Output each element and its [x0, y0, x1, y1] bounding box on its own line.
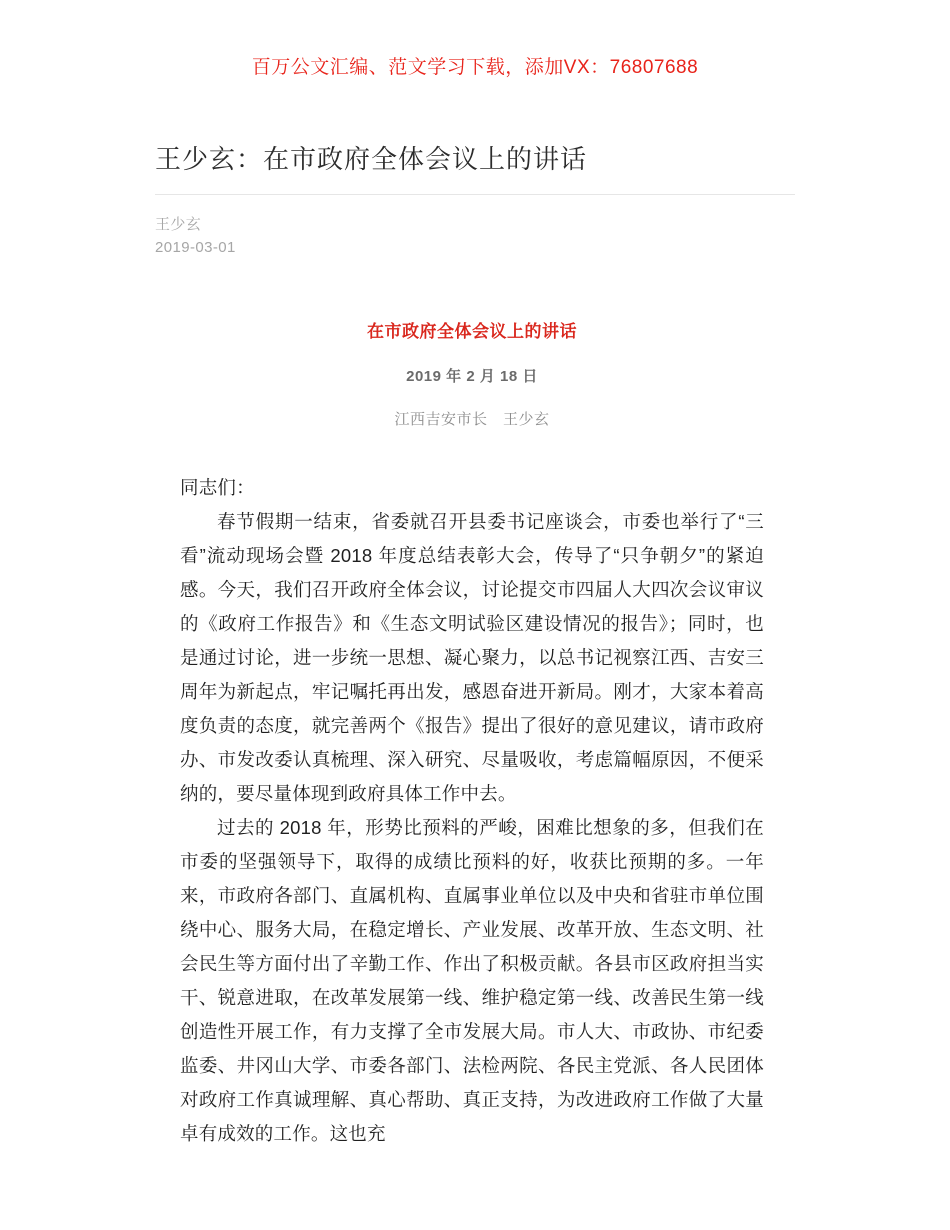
paragraph: 春节假期一结束，省委就召开县委书记座谈会，市委也举行了“三看”流动现场会暨 2018 年度总结表彰大会，传导了“只争朝夕”的紧迫感。今天，我们召开政府全体会议，讨论提交市四届人大四次会议审议的《政府工作报告》和《生态文明试验区建设情况的报告》；同时，也是通过讨论，进一步统一思想、凝心聚力，以总书记视察江西、吉安三周年为新起点，牢记嘱托再出发，感恩奋进开新局。刚才，大家本着高度负责的态度，就完善两个《报告》提出了很好的意见建议，请市政府办、市发改委认真梳理、深入研究、尽量吸收，考虑篇幅原因，不便采纳的，要尽量体现到政府具体工作中去。: [180, 511, 764, 804]
article-title: 在市政府全体会议上的讲话: [367, 322, 577, 341]
article-date: 2019 年 2 月 18 日: [406, 368, 538, 385]
article-content: [0, 317, 950, 1151]
article-byline: 江西吉安市长 王少玄: [394, 411, 550, 428]
meta-author: 王少玄: [155, 216, 202, 233]
document-meta: [0, 195, 950, 259]
page-title: 王少玄：在市政府全体会议上的讲话: [155, 144, 588, 174]
article-body: [180, 471, 764, 1151]
paragraph: 过去的 2018 年，形势比预料的严峻，困难比想象的多，但我们在市委的坚强领导下，取得的成绩比预料的好，收获比预期的多。一年来，市政府各部门、直属机构、直属事业单位以及中央和省驻市单位围绕中心、服务大局，在稳定增长、产业发展、改革开放、生态文明、社会民生等方面付出了辛勤工作、作出了积极贡献。各县市区政府担当实干、锐意进取，在改革发展第一线、维护稳定第一线、改善民生第一线创造性开展工作，有力支撑了全市发展大局。市人大、市政协、市纪委监委、井冈山大学、市委各部门、法检两院、各民主党派、各人民团体对政府工作真诚理解、真心帮助、真正支持，为改进政府工作做了大量卓有成效的工作。这也充: [180, 817, 764, 1144]
salutation: 同志们：: [180, 477, 255, 498]
watermark-banner: 百万公文汇编、范文学习下载，添加VX：76807688: [251, 57, 699, 78]
meta-date: 2019-03-01: [155, 239, 236, 256]
